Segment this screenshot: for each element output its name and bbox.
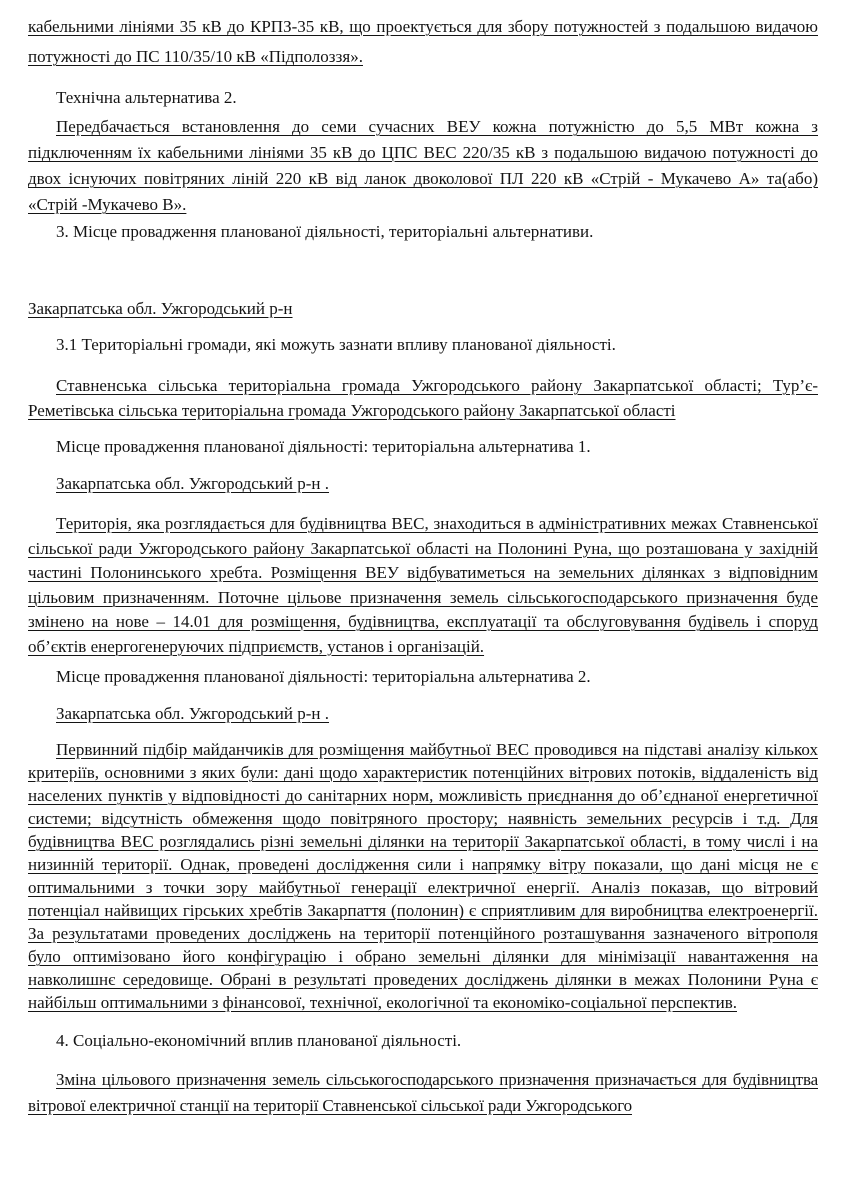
- region-line-zakarpattia-2: Закарпатська обл. Ужгородський р-н .: [56, 474, 330, 493]
- line-territorial-alternative-1: Місце провадження планованої діяльності: територіальна альтернатива 1.: [56, 437, 591, 456]
- paragraph-site-selection-analysis: Первинний підбір майданчиків для розміщення майбутньої ВЕС проводився на підставі аналізу кількох критеріїв, основними з яких були: дані щодо характеристик потенційних вітрових потоків, віддаленість від населених пунктів у відповідності до санітарних норм, можливість приєднання до об’єднаної енергетичної системи; відсутність обмеження щодо повітряного простору; наявність земельних ресурсів і т.д. Для будівництва ВЕС розглядались різні земельні ділянки на території Закарпатської області, в тому числі і на низинній території. Однак, проведені дослідження сили і напрямку вітру показали, що дані місця не є оптимальними з точки зору майбутньої генерації електричної енергії. Аналіз показав, що вітровий потенціал найвищих гірських хребтів Закарпаття (полонин) є сприятливим для виробництва електроенергії. За результатами проведених досліджень на території потенційного розташування зазначеного вітрополя було оптимізовано його конфігурацію і обрано земельні ділянки для мінімізації навантаження на навколишнє середовище. Обрані в результаті проведених досліджень ділянки в межах Полонини Руна є найбільш оптимальними з фінансової, технічної, екологічної та економіко-соціальної перспектив.: [28, 740, 818, 1012]
- heading-section-3-1-communities: 3.1 Територіальні громади, які можуть зазнати впливу планованої діяльності.: [56, 335, 616, 354]
- heading-technical-alternative-2: Технічна альтернатива 2.: [56, 88, 237, 107]
- paragraph-land-purpose-change-cutoff: Зміна цільового призначення земель сільськогосподарського призначення призначається для будівництва вітрової електричної станції на території Ставненської сільської ради Ужгородського: [28, 1070, 818, 1115]
- paragraph-cable-lines-continuation: кабельними лініями 35 кВ до КРПЗ-35 кВ, що проектується для збору потужностей з подальшою видачою потужності до ПС 110/35/10 кВ «Підполоззя».: [28, 17, 818, 66]
- region-line-zakarpattia-3: Закарпатська обл. Ужгородський р-н .: [56, 704, 330, 723]
- heading-section-4-socioeconomic: 4. Соціально-економічний вплив планованої діяльності.: [56, 1031, 462, 1050]
- region-line-zakarpattia-1: Закарпатська обл. Ужгородський р-н: [28, 299, 293, 318]
- paragraph-territory-description: Територія, яка розглядається для будівництва ВЕС, знаходиться в адміністративних межах Ставненської сільської ради Ужгородського району Закарпатської області на Полонині Руна, що розташована у західній частині Полонинського хребта. Розміщення ВЕУ відбуватиметься на земельних ділянках з відповідним цільовим призначенням. Поточне цільове призначення земель сільськогосподарського призначення буде змінено на нове – 14.01 для розміщення, будівництва, експлуатації та обслуговування будівель і споруд об’єктів енергогенеруючих підприємств, установ і організацій.: [28, 514, 818, 656]
- paragraph-territorial-communities: Ставненська сільська територіальна громада Ужгородського району Закарпатської області; Тур’є-Реметівська сільська територіальна громада Ужгородського району Закарпатської області: [28, 376, 818, 420]
- heading-section-3-location: 3. Місце провадження планованої діяльності, територіальні альтернативи.: [56, 222, 594, 241]
- line-territorial-alternative-2: Місце провадження планованої діяльності: територіальна альтернатива 2.: [56, 667, 591, 686]
- paragraph-technical-alternative-2-description: Передбачається встановлення до семи сучасних ВЕУ кожна потужністю до 5,5 МВт кожна з підключенням їх кабельними лініями 35 кВ до ЦПС ВЕС 220/35 кВ з подальшою видачою потужності до двох існуючих повітряних ліній 220 кВ від ланок двоколової ПЛ 220 кВ «Стрій - Мукачево А» та(або) «Стрій -Мукачево В».: [28, 117, 818, 214]
